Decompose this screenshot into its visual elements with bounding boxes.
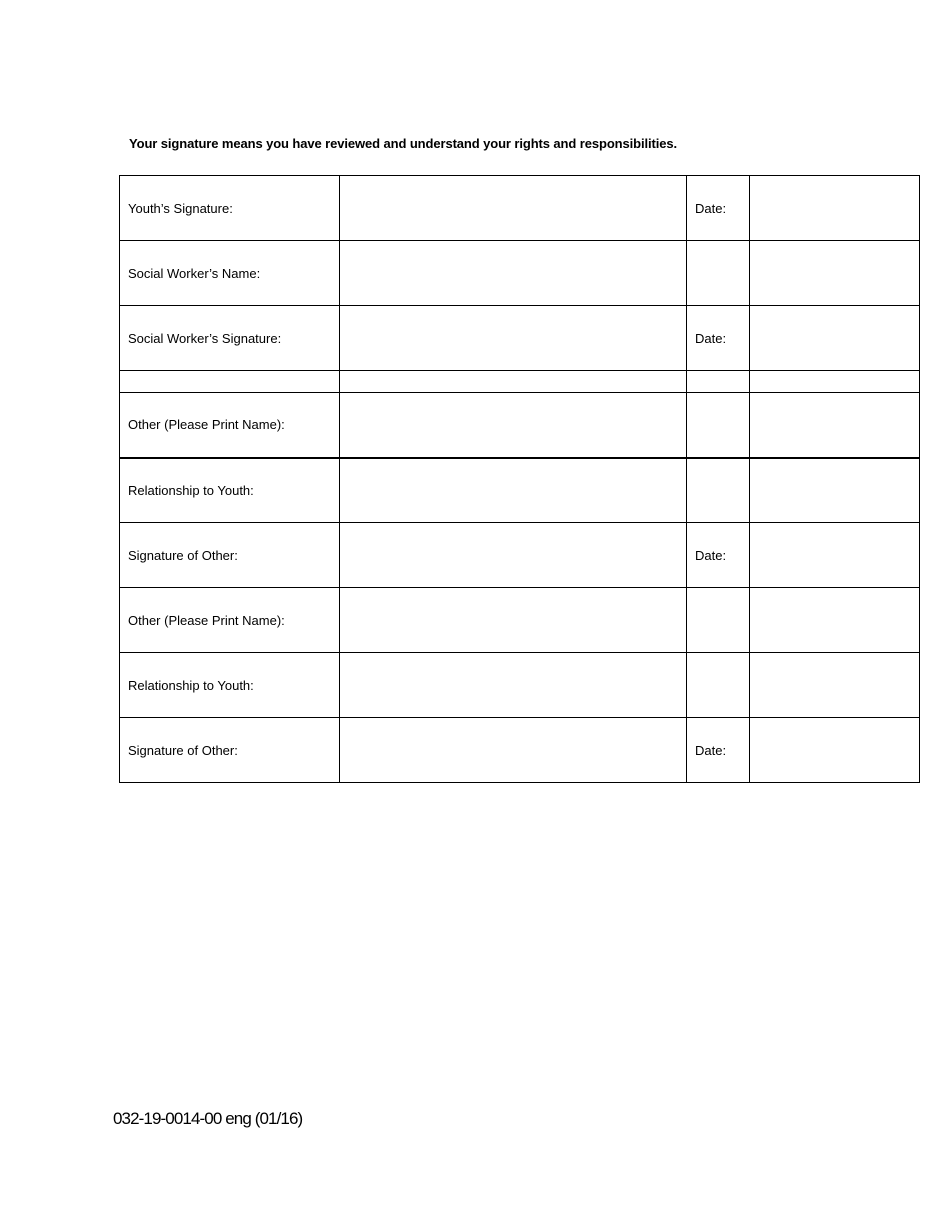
date-label	[687, 371, 750, 393]
relationship-field[interactable]	[340, 458, 687, 523]
name-field[interactable]	[340, 241, 687, 306]
date-label: Date:	[687, 718, 750, 783]
date-label: Date:	[687, 176, 750, 241]
table-row	[120, 306, 920, 371]
date-field[interactable]	[750, 588, 920, 653]
date-field[interactable]	[750, 653, 920, 718]
row-label: Social Worker’s Name:	[120, 241, 340, 306]
date-label	[687, 653, 750, 718]
row-label: Other (Please Print Name):	[120, 588, 340, 653]
form-number: 032-19-0014-00 eng (01/16)	[113, 1109, 303, 1128]
intro-statement: Your signature means you have reviewed and understand your rights and responsibilities.	[129, 136, 678, 151]
signature-table	[119, 175, 920, 783]
date-field[interactable]	[750, 458, 920, 523]
table-row	[120, 588, 920, 653]
date-label: Date:	[687, 306, 750, 371]
table-row	[120, 653, 920, 718]
table-row	[120, 458, 920, 523]
row-label: Signature of Other:	[120, 523, 340, 588]
date-field[interactable]	[750, 241, 920, 306]
signature-field[interactable]	[340, 176, 687, 241]
name-field[interactable]	[340, 393, 687, 458]
date-field[interactable]	[750, 176, 920, 241]
row-label: Relationship to Youth:	[120, 653, 340, 718]
signature-field[interactable]	[340, 306, 687, 371]
relationship-field[interactable]	[340, 653, 687, 718]
date-label: Date:	[687, 523, 750, 588]
date-field[interactable]	[750, 523, 920, 588]
name-field[interactable]	[340, 588, 687, 653]
date-label	[687, 241, 750, 306]
table-row	[120, 718, 920, 783]
row-label: Social Worker’s Signature:	[120, 306, 340, 371]
date-field[interactable]	[750, 306, 920, 371]
spacer-field	[340, 371, 687, 393]
date-field[interactable]	[750, 718, 920, 783]
date-label	[687, 588, 750, 653]
table-row	[120, 523, 920, 588]
date-label	[687, 458, 750, 523]
table-row	[120, 241, 920, 306]
signature-field[interactable]	[340, 718, 687, 783]
spacer-row	[120, 371, 920, 393]
date-field	[750, 371, 920, 393]
date-label	[687, 393, 750, 458]
table-row	[120, 393, 920, 458]
row-label: Other (Please Print Name):	[120, 393, 340, 458]
row-label: Youth’s Signature:	[120, 176, 340, 241]
row-label: Relationship to Youth:	[120, 458, 340, 523]
signature-field[interactable]	[340, 523, 687, 588]
table-row	[120, 176, 920, 241]
row-label	[120, 371, 340, 393]
row-label: Signature of Other:	[120, 718, 340, 783]
date-field[interactable]	[750, 393, 920, 458]
